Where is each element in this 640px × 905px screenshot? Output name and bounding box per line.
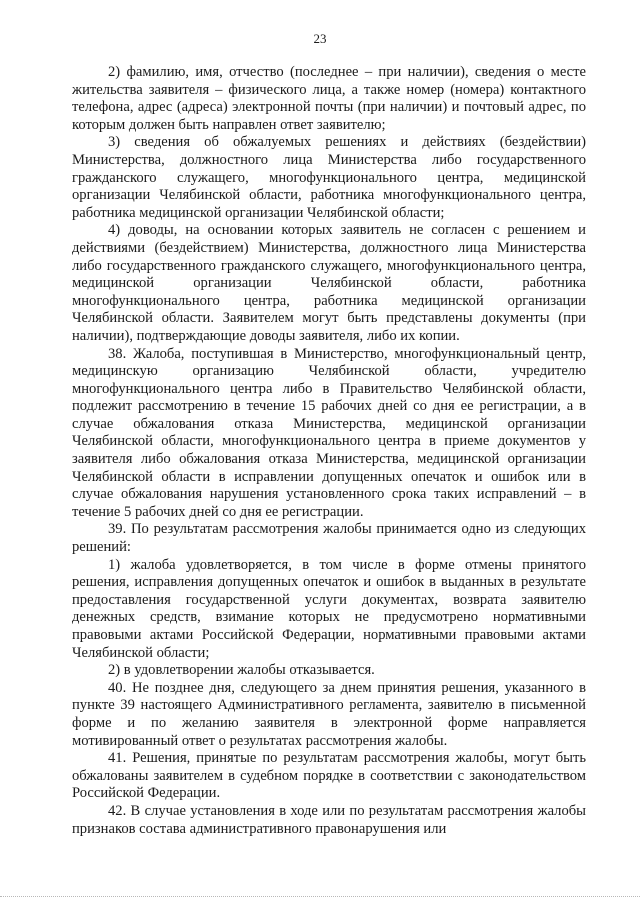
paragraph-40-response: 40. Не позднее дня, следующего за днем принятия решения, указанного в пункте 39 настоящего Административного регламента, заявителю в письменной форме и по желанию заявителя в электронной форме направляется мотивированный ответ о результатах рассмотрения жалобы. (72, 679, 586, 749)
paragraph-arguments: 4) доводы, на основании которых заявитель не согласен с решением и действиями (бездействием) Министерства, должностного лица Министерства либо государственного гражданского служащего, многофункционального центра, медицинской организации Челябинской области, работника многофункционального центра, работника медицинской организации Челябинской области. Заявителем могут быть представлены документы (при наличии), подтверждающие доводы заявителя, либо их копии. (72, 222, 586, 344)
paragraph-39-satisfied: 1) жалоба удовлетворяется, в том числе в форме отмены принятого решения, исправления допущенных опечаток и ошибок в выданных в результате предоставления государственной услуги документах, возврата заявителю денежных средств, взимание которых не предусмотрено нормативными правовыми актами Российской Федерации, нормативными правовыми актами Челябинской области; (72, 556, 586, 661)
paragraph-38-review-terms: 38. Жалоба, поступившая в Министерство, многофункциональный центр, медицинскую организацию Челябинской области, учредителю многофункционального центра либо в Правительство Челябинской области, подлежит рассмотрению в течение 15 рабочих дней со дня ее регистрации, а в случае обжалования отказа Министерства, медицинской организации Челябинской области, многофункционального центра в приеме документов у заявителя либо обжалования отказа Министерства, медицинской организации Челябинской области в исправлении допущенных опечаток и ошибок или в случае обжалования нарушения установленного срока таких исправлений – в течение 5 рабочих дней со дня ее регистрации. (72, 345, 586, 520)
scan-edge-line (0, 896, 640, 897)
paragraph-41-court-appeal: 41. Решения, принятые по результатам рассмотрения жалобы, могут быть обжалованы заявителем в судебном порядке в соответствии с законодательством Российской Федерации. (72, 750, 586, 802)
document-body (72, 64, 586, 838)
page-number: 23 (313, 31, 327, 46)
paragraph-applicant-details: 2) фамилию, имя, отчество (последнее – при наличии), сведения о месте жительства заявителя – физического лица, а также номер (номера) контактного телефона, адрес (адреса) электронной почты (при наличии) и почтовый адрес, по которым должен быть направлен ответ заявителю; (72, 64, 586, 133)
paragraph-42-violation: 42. В случае установления в ходе или по результатам рассмотрения жалобы признаков состава административного правонарушения или (72, 802, 586, 837)
paragraph-appealed-decisions: 3) сведения об обжалуемых решениях и действиях (бездействии) Министерства, должностного лица Министерства либо государственного гражданского служащего, многофункционального центра, медицинской организации Челябинской области, работника многофункционального центра, работника медицинской организации Челябинской области; (72, 134, 586, 221)
paragraph-39-decisions: 39. По результатам рассмотрения жалобы принимается одно из следующих решений: (72, 521, 586, 556)
paragraph-39-refused: 2) в удовлетворении жалобы отказывается. (108, 662, 375, 679)
